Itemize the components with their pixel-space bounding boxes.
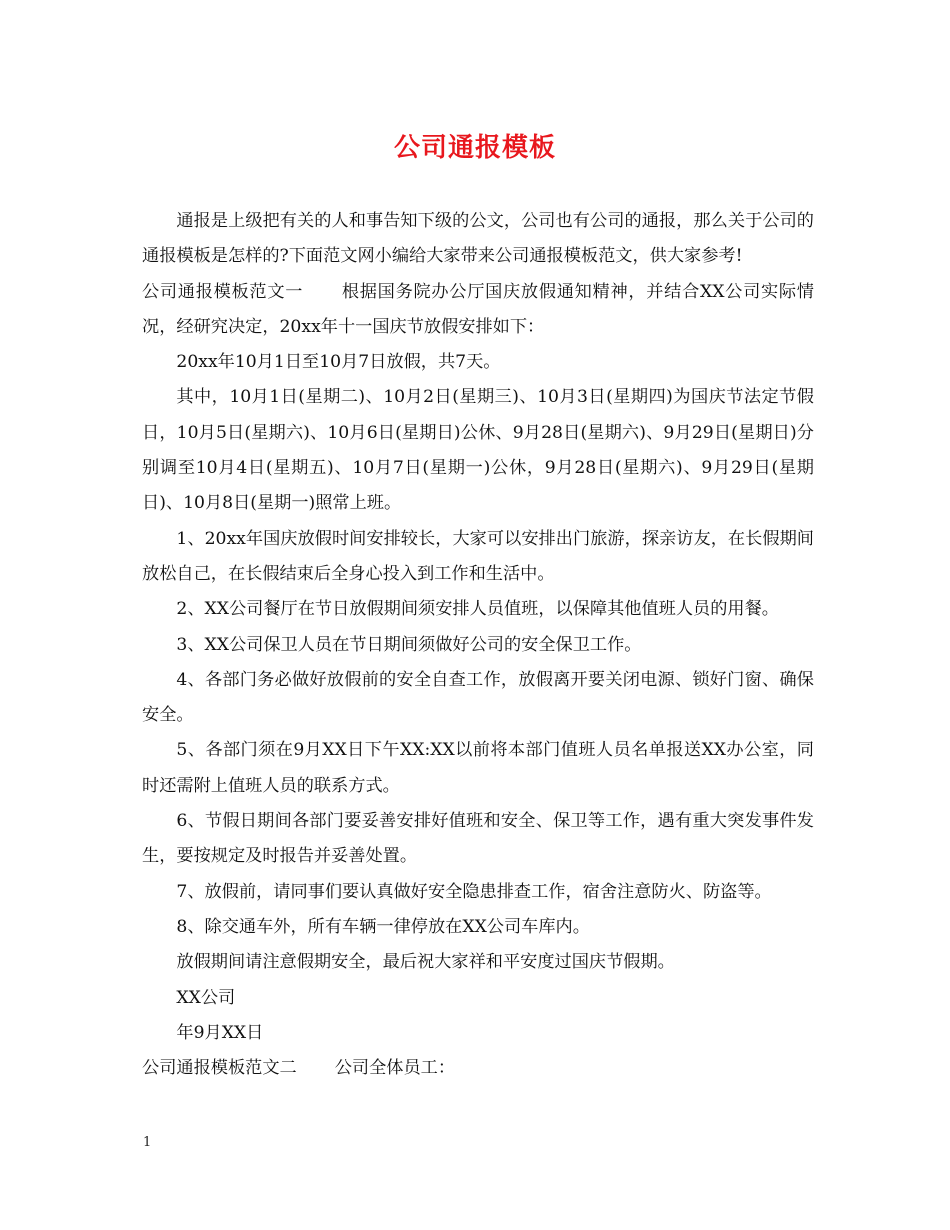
sample-two-heading: 公司通报模板范文二 xyxy=(142,1058,297,1079)
holiday-dates-paragraph: 20xx年10月1日至10月7日放假，共7天。 xyxy=(176,352,501,373)
list-item: 6、节假日期间各部门要妥善安排好值班和安全、保卫等工作，遇有重大突发事件发生，要按规定及时报告并妥善处置。 xyxy=(142,811,814,867)
list-item: 8、除交通车外，所有车辆一律停放在XX公司车库内。 xyxy=(176,916,590,937)
sample-one-heading: 公司通报模板范文一 xyxy=(142,281,304,302)
sample-two-paragraph xyxy=(142,1051,814,1086)
sample-one-first-text: 根据国务院办公厅国庆放假通知精神，并结合XX公司实际情况，经研究决定，20xx年十一国庆节放假安排如下： xyxy=(142,281,814,337)
intro-paragraph: 通报是上级把有关的人和事告知下级的公文，公司也有公司的通报，那么关于公司的通报模板是怎样的?下面范文网小编给大家带来公司通报模板范文，供大家参考! xyxy=(142,211,814,267)
list-item: 5、各部门须在9月XX日下午XX:XX以前将本部门值班人员名单报送XX办公室，同时还需附上值班人员的联系方式。 xyxy=(142,740,814,796)
document-body xyxy=(142,204,814,1086)
holiday-details-paragraph: 其中，10月1日(星期二)、10月2日(星期三)、10月3日(星期四)为国庆节法定节假日，10月5日(星期六)、10月6日(星期日)公休、9月28日(星期六)、9月29日(星期日)分别调至10月4日(星期五)、10月7日(星期一)公休，9月28日(星期六)、9月29日(星期日)、10月8日(星期一)照常上班。 xyxy=(142,387,814,514)
list-item: 7、放假前，请同事们要认真做好安全隐患排查工作，宿舍注意防火、防盗等。 xyxy=(176,881,772,902)
signature: XX公司 xyxy=(176,987,236,1008)
page-number: 1 xyxy=(143,1135,152,1150)
sample-two-first-text: 公司全体员工： xyxy=(334,1058,456,1079)
sample-one-paragraph xyxy=(142,275,814,346)
list-item: 1、20xx年国庆放假时间安排较长，大家可以安排出门旅游，探亲访友，在长假期间放松自己，在长假结束后全身心投入到工作和生活中。 xyxy=(142,528,814,584)
list-item: 2、XX公司餐厅在节日放假期间须安排人员值班，以保障其他值班人员的用餐。 xyxy=(176,599,779,620)
signature-date: 年9月XX日 xyxy=(176,1022,264,1043)
list-item: 3、XX公司保卫人员在节日期间须做好公司的安全保卫工作。 xyxy=(176,634,642,655)
closing-paragraph: 放假期间请注意假期安全，最后祝大家祥和平安度过国庆节假期。 xyxy=(176,952,675,973)
list-item: 4、各部门务必做好放假前的安全自查工作，放假离开要关闭电源、锁好门窗、确保安全。 xyxy=(142,669,814,726)
document-title: 公司通报模板 xyxy=(393,133,556,163)
